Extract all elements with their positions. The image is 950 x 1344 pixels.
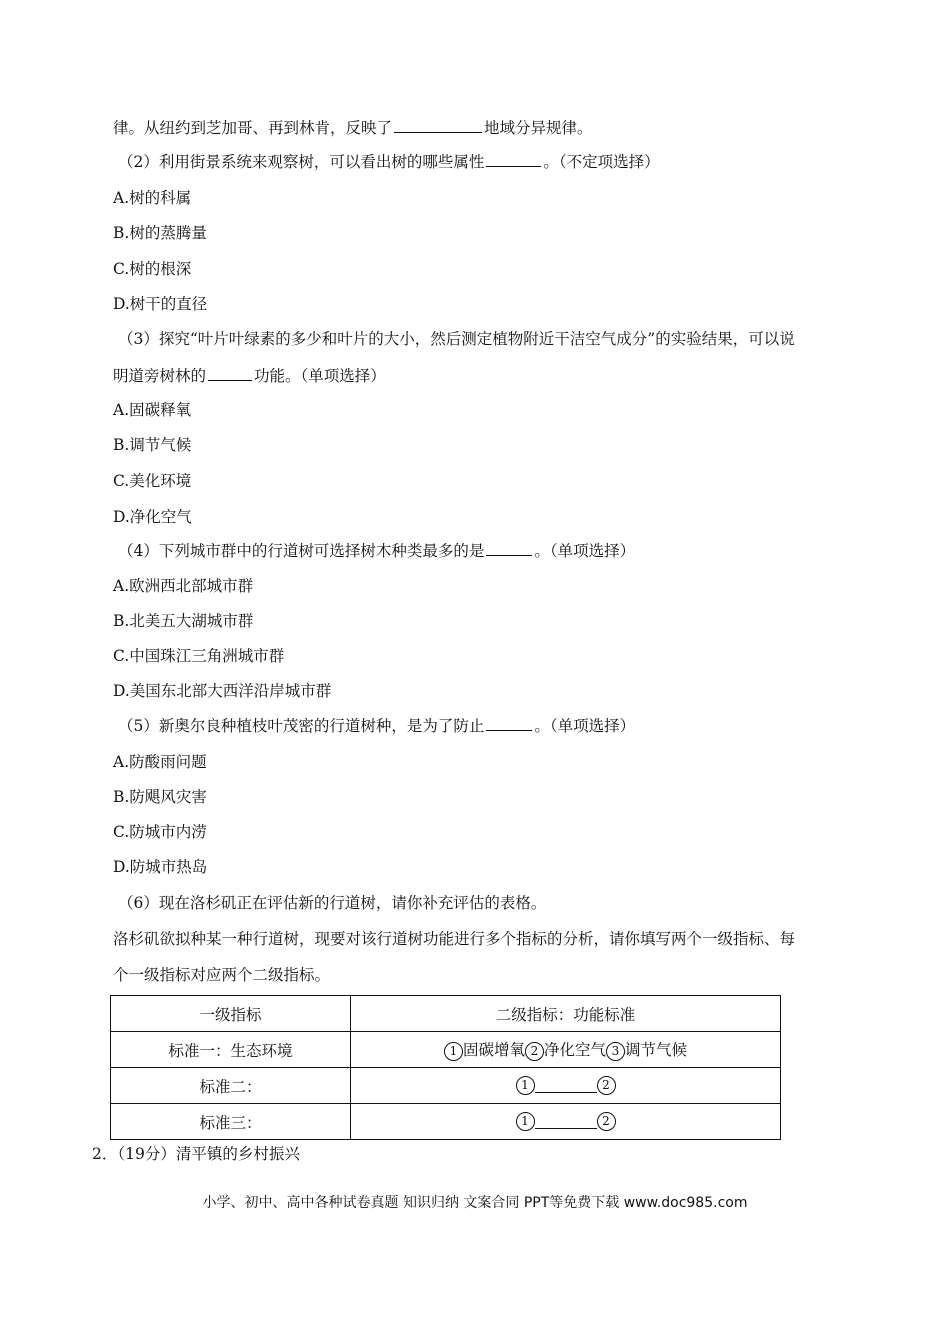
q6-desc-line1: 洛杉矶欲拟种某一种行道树，现要对该行道树功能进行多个指标的分析，请你填写两个一级指标、每 bbox=[113, 930, 796, 948]
q5-option-d: D.防城市热岛 bbox=[113, 858, 208, 876]
table-row bbox=[111, 1032, 781, 1068]
answer-blank bbox=[486, 541, 532, 556]
table-header-row bbox=[111, 996, 781, 1032]
q6-desc-line2: 个一级指标对应两个二级指标。 bbox=[113, 966, 331, 984]
q3-option-b: B.调节气候 bbox=[113, 436, 192, 454]
q3-option-d: D.净化空气 bbox=[113, 508, 192, 526]
criterion-text: 净化空气 bbox=[543, 1041, 606, 1060]
page-footer: 小学、初中、高中各种试卷真题 知识归纳 文案合同 PPT等免费下载 www.doc985.com bbox=[202, 1195, 748, 1211]
q2-stem bbox=[118, 152, 660, 172]
next-question-heading: 2．（19分）清平镇的乡村振兴 bbox=[92, 1145, 300, 1163]
q3-option-c: C.美化环境 bbox=[113, 472, 192, 490]
q5-option-c: C.防城市内涝 bbox=[113, 823, 207, 841]
q1-tail-text: 律。从纽约到芝加哥、再到林肯，反映了 bbox=[113, 119, 393, 137]
table-cell-level1: 标准一：生态环境 bbox=[111, 1032, 351, 1068]
q6-stem: （6）现在洛杉矶正在评估新的行道树，请你补充评估的表格。 bbox=[118, 894, 547, 912]
q2-option-a: A.树的科属 bbox=[113, 189, 192, 207]
q4-stem bbox=[118, 541, 635, 561]
criterion-text: 调节气候 bbox=[625, 1041, 688, 1060]
q3-stem-line1: （3）探究“叶片叶绿素的多少和叶片的大小，然后测定植物附近干洁空气成分”的实验结果，可以说 bbox=[118, 330, 795, 348]
q4-option-b: B.北美五大湖城市群 bbox=[113, 612, 254, 630]
table-row bbox=[111, 1068, 781, 1104]
q5-option-a: A.防酸雨问题 bbox=[113, 753, 207, 771]
table-header-cell: 一级指标 bbox=[111, 996, 351, 1032]
q4-option-d: D.美国东北部大西洋沿岸城市群 bbox=[113, 682, 332, 700]
q2-option-c: C.树的根深 bbox=[113, 260, 192, 278]
q3-stem-line2 bbox=[113, 366, 386, 386]
circled-number-1: 1 bbox=[444, 1042, 463, 1061]
answer-blank bbox=[486, 716, 532, 731]
q2-stem-end: 。（不定项选择） bbox=[543, 153, 660, 171]
q3-stem-text: 明道旁树林的 bbox=[113, 367, 207, 385]
circled-number-2: 2 bbox=[597, 1076, 616, 1095]
table-cell-level2 bbox=[351, 1104, 781, 1140]
q2-option-d: D.树干的直径 bbox=[113, 295, 208, 313]
q3-stem-end: 功能。（单项选择） bbox=[254, 367, 386, 385]
q5-stem bbox=[118, 716, 635, 736]
answer-blank bbox=[486, 152, 541, 167]
answer-blank bbox=[208, 366, 252, 381]
q4-stem-text: （4）下列城市群中的行道树可选择树木种类最多的是 bbox=[118, 542, 485, 560]
circled-number-2: 2 bbox=[597, 1112, 616, 1131]
circled-number-3: 3 bbox=[606, 1042, 625, 1061]
q4-option-c: C.中国珠江三角洲城市群 bbox=[113, 647, 285, 665]
table-header-cell: 二级指标：功能标准 bbox=[351, 996, 781, 1032]
table-cell-level2 bbox=[351, 1032, 781, 1068]
circled-number-1: 1 bbox=[516, 1112, 535, 1131]
q4-stem-end: 。（单项选择） bbox=[534, 542, 636, 560]
answer-blank bbox=[535, 1078, 597, 1093]
q5-stem-text: （5）新奥尔良种植枝叶茂密的行道树种，是为了防止 bbox=[118, 717, 485, 735]
q1-tail-text-end: 地域分异规律。 bbox=[484, 119, 593, 137]
table-row bbox=[111, 1104, 781, 1140]
q2-stem-text: （2）利用街景系统来观察树，可以看出树的哪些属性 bbox=[118, 153, 485, 171]
q2-option-b: B.树的蒸腾量 bbox=[113, 224, 207, 242]
q5-option-b: B.防飓风灾害 bbox=[113, 788, 207, 806]
table-cell-level2 bbox=[351, 1068, 781, 1104]
circled-number-1: 1 bbox=[516, 1076, 535, 1095]
q4-option-a: A.欧洲西北部城市群 bbox=[113, 577, 254, 595]
q5-stem-end: 。（单项选择） bbox=[534, 717, 636, 735]
q1-tail-line bbox=[113, 118, 593, 138]
evaluation-table bbox=[110, 995, 781, 1140]
criterion-text: 固碳增氧 bbox=[462, 1041, 525, 1060]
table-cell-level1: 标准三： bbox=[111, 1104, 351, 1140]
circled-number-2: 2 bbox=[525, 1042, 544, 1061]
answer-blank bbox=[394, 118, 482, 133]
table-cell-level1: 标准二： bbox=[111, 1068, 351, 1104]
q3-option-a: A.固碳释氧 bbox=[113, 401, 192, 419]
answer-blank bbox=[535, 1114, 597, 1129]
